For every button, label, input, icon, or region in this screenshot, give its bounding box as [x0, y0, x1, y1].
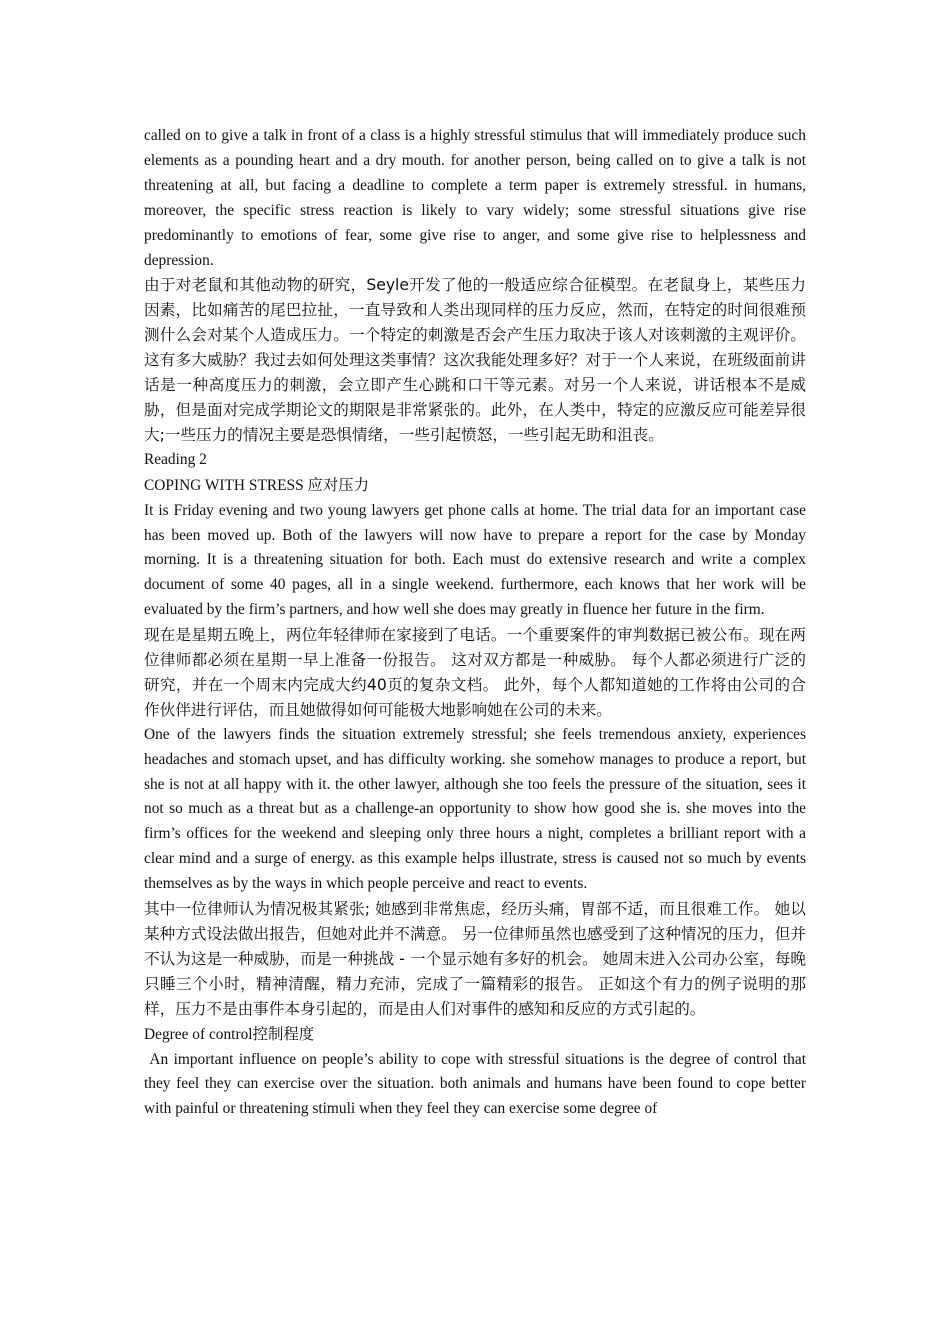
paragraph-english-3: One of the lawyers finds the situation extremely stressful; she feels tremendous anxiety, experiences headaches and stomach upset, and has difficulty working. she somehow manages to produce a report, but she is not at all happy with it. the other lawyer, although she too feels the pressure of the situation, sees it not so much as a threat but as a challenge-an opportunity to show how good she is. she moves into the firm’s offices for the weekend and sleeping only three hours a night, completes a brilliant report with a clear mind and a surge of energy. as this example helps illustrate, stress is caused not so much by events themselves as by the ways in which people perceive and react to events.: [144, 725, 806, 893]
paragraph-chinese-1: 由于对老鼠和其他动物的研究，Seyle开发了他的一般适应综合征模型。在老鼠身上，某些压力因素，比如痛苦的尾巴拉扯，一直导致和人类出现同样的压力反应，然而，在特定的时间很难预测什么会对某个人造成压力。一个特定的刺激是否会产生压力取决于该人对该刺激的主观评价。这有多大威胁？我过去如何处理这类事情？这次我能处理多好？对于一个人来说，在班级面前讲话是一种高度压力的刺激，会立即产生心跳和口干等元素。对另一个人来说，讲话根本不是威胁，但是面对完成学期论文的期限是非常紧张的。此外，在人类中，特定的应激反应可能差异很大;一些压力的情况主要是恐惧情绪，一些引起愤怒，一些引起无助和沮丧。: [144, 276, 806, 444]
reading-title-chinese: 应对压力: [307, 475, 370, 494]
paragraph-english-2: It is Friday evening and two young lawyers get phone calls at home. The trial data for an important case has been moved up. Both of the lawyers will now have to prepare a report for the case by Monday morning. It is a threatening situation for both. Each must do extensive research and write a complex document of some 40 pages, all in a single weekend. furthermore, each knows that her work will be evaluated by the firm’s partners, and how well she does may greatly in fluence her future in the firm.: [144, 501, 806, 619]
section-title: [144, 1022, 806, 1048]
paragraph-chinese-2: 现在是星期五晚上，两位年轻律师在家接到了电话。一个重要案件的审判数据已被公布。现在两位律师都必须在星期一早上准备一份报告。 这对双方都是一种威胁。 每个人都必须进行广泛的研究，并在一个周末内完成大约40页的复杂文档。 此外，每个人都知道她的工作将由公司的合作伙伴进行评估，而且她做得如何可能极大地影响她在公司的未来。: [144, 626, 806, 719]
paragraph-english-4: An important influence on people’s ability to cope with stressful situations is the degree of control that they feel they can exercise over the situation. both animals and humans have been found to cope better with painful or threatening stimuli when they feel they can exercise some degree of: [144, 1050, 810, 1118]
section-title-english: Degree of control: [144, 1025, 253, 1043]
paragraph-chinese-3: 其中一位律师认为情况极其紧张; 她感到非常焦虑，经历头痛，胃部不适，而且很难工作。 她以某种方式设法做出报告，但她对此并不满意。 另一位律师虽然也感受到了这种情况的压力，但并不认为这是一种威胁，而是一种挑战 - 一个显示她有多好的机会。 她周末进入公司办公室，每晚只睡三个小时，精神清醒，精力充沛，完成了一篇精彩的报告。 正如这个有力的例子说明的那样，压力不是由事件本身引起的，而是由人们对事件的感知和反应的方式引起的。: [144, 900, 806, 1018]
reading-title-english: COPING WITH STRESS: [144, 476, 304, 494]
section-title-chinese: 控制程度: [252, 1024, 315, 1043]
paragraph-english-1: called on to give a talk in front of a class is a highly stressful stimulus that will immediately produce such elements as a pounding heart and a dry mouth. for another person, being called on to give a talk is not threatening at all, but facing a deadline to complete a term paper is extremely stressful. in humans, moreover, the specific stress reaction is likely to vary widely; some stressful situations give rise predominantly to emotions of fear, some give rise to anger, and some give rise to helplessness and depression.: [144, 127, 806, 269]
reading-title: [144, 473, 806, 499]
document-page: [144, 124, 810, 1122]
reading-label: Reading 2: [144, 450, 207, 468]
